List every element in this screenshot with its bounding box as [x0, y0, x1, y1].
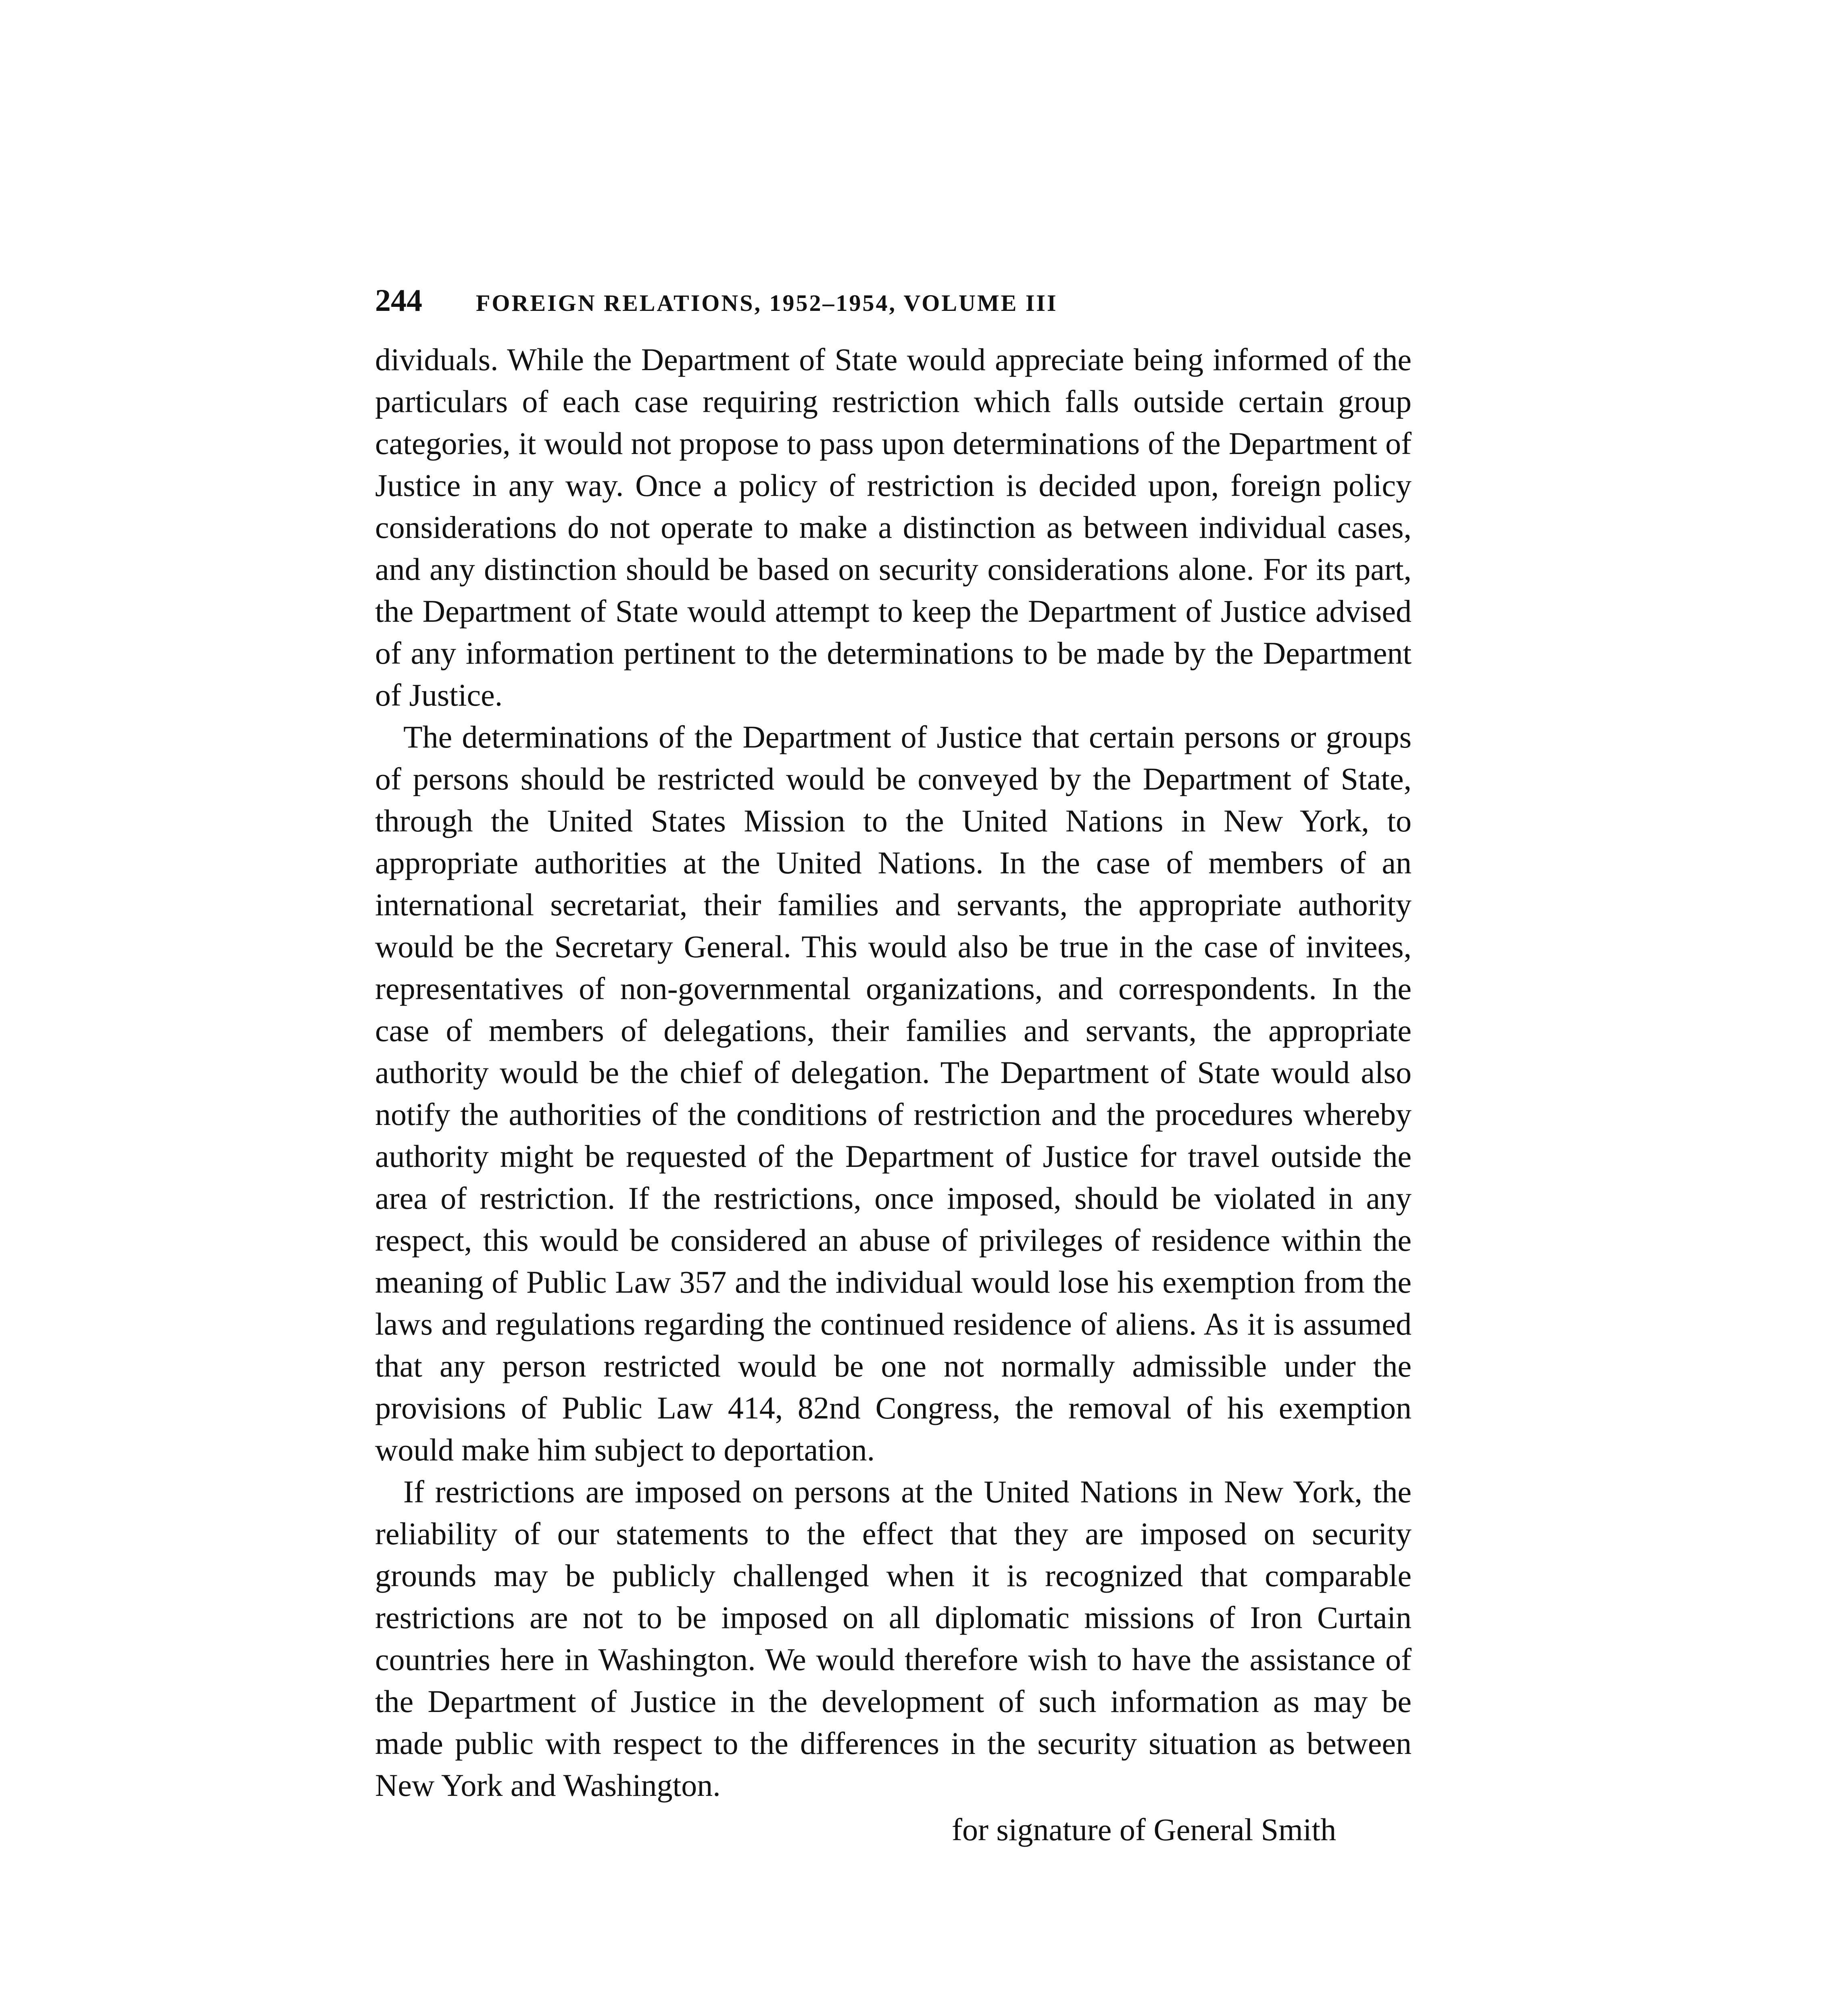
signature-note: for signature of General Smith	[952, 1812, 1337, 1847]
paragraph-determinations: The determinations of the Department of Justice that certain persons or groups of persons should be restricted would be conveyed by the Department of State, through the United States Mission to the United Nations in New York, to appropriate authorities at the United Nations. In the case of members of an international secretariat, their families and servants, the appropriate authority would be the Secretary General. This would also be true in the case of invitees, representatives of non-governmental organizations, and correspondents. In the case of members of delegations, their families and servants, the appropriate authority would be the chief of delegation. The Department of State would also notify the authorities of the conditions of restriction and the procedures whereby authority might be requested of the Department of Justice for travel outside the area of restriction. If the restrictions, once imposed, should be violated in any respect, this would be considered an abuse of privileges of residence within the meaning of Public Law 357 and the individual would lose his exemption from the laws and regulations regarding the continued residence of aliens. As it is assumed that any person restricted would be one not normally admissible under the provisions of Public Law 414, 82nd Congress, the removal of his exemption would make him subject to deportation.	[375, 719, 1412, 1467]
document-page	[375, 282, 1412, 1851]
running-head	[375, 282, 1412, 327]
page-number: 244	[375, 283, 422, 318]
document-body	[375, 339, 1412, 1806]
paragraph-continuation: dividuals. While the Department of State would appreciate being informed of the particulars of each case requiring restriction which falls outside certain group categories, it would not propose to pass upon determinations of the Department of Justice in any way. Once a policy of restriction is decided upon, foreign policy considerations do not operate to make a distinction as between individual cases, and any distinction should be based on security considerations alone. For its part, the Department of State would attempt to keep the Department of Justice advised of any information pertinent to the determinations to be made by the Department of Justice.	[375, 342, 1412, 712]
paragraph-restrictions: If restrictions are imposed on persons at the United Nations in New York, the reliability of our statements to the effect that they are imposed on security grounds may be publicly challenged when it is recognized that comparable restrictions are not to be imposed on all diplomatic missions of Iron Curtain countries here in Washington. We would therefore wish to have the assistance of the Department of Justice in the development of such information as may be made public with respect to the differences in the security situation as between New York and Washington.	[375, 1474, 1412, 1803]
running-head-title: FOREIGN RELATIONS, 1952–1954, VOLUME III	[476, 290, 1058, 316]
